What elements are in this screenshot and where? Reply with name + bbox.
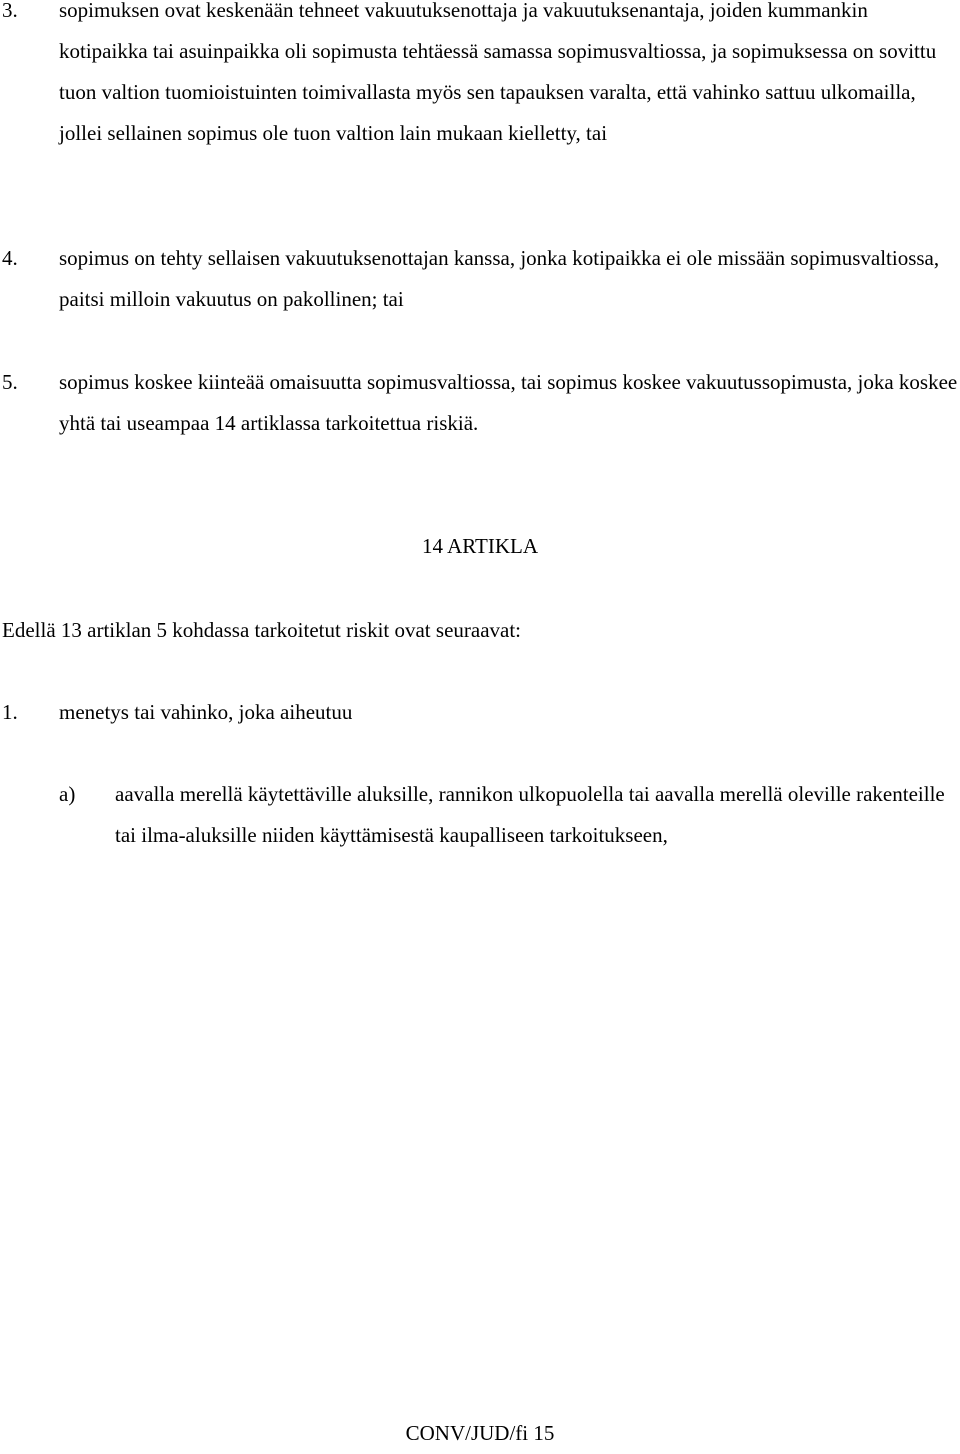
list-item-4 [0,238,958,320]
item-text: sopimus on tehty sellaisen vakuutuksenottajan kanssa, jonka kotipaikka ei ole missään sopimusvaltiossa, paitsi milloin vakuutus on pakollinen; tai [59,246,940,311]
item-text: sopimuksen ovat keskenään tehneet vakuutuksenottaja ja vakuutuksenantaja, joiden kummankin kotipaikka tai asuinpaikka oli sopimusta tehtäessä samassa sopimusvaltiossa, ja sopimuksessa on sovittu tuon valtion tuomioistuinten toimivallasta myös sen tapauksen varalta, että vahinko sattuu ulkomailla, jollei sellainen sopimus ole tuon valtion lain mukaan kielletty, tai [59,0,937,145]
item-number: 4. [2,246,18,270]
list-item-3 [0,0,958,154]
item-text: menetys tai vahinko, joka aiheutuu [59,700,353,724]
risk-subitem-a [0,774,958,856]
page-footer: CONV/JUD/fi 15 [405,1421,555,1445]
item-text: sopimus koskee kiinteää omaisuutta sopimusvaltiossa, tai sopimus koskee vakuutussopimusta, joka koskee yhtä tai useampaa 14 artiklassa tarkoitettua riskiä. [59,370,958,435]
risk-list-item-1 [0,692,958,733]
item-number: 1. [2,700,18,724]
list-item-5 [0,362,958,444]
item-number: 3. [2,0,18,22]
subitem-text: aavalla merellä käytettäville aluksille, rannikon ulkopuolella tai aavalla merellä oleville rakenteille tai ilma-aluksille niiden käyttämisestä kaupalliseen tarkoitukseen, [115,782,945,847]
item-number: 5. [2,370,18,394]
intro-paragraph: Edellä 13 artiklan 5 kohdassa tarkoitetut riskit ovat seuraavat: [2,618,522,642]
subitem-label: a) [59,782,76,806]
article-heading: 14 ARTIKLA [422,534,538,558]
